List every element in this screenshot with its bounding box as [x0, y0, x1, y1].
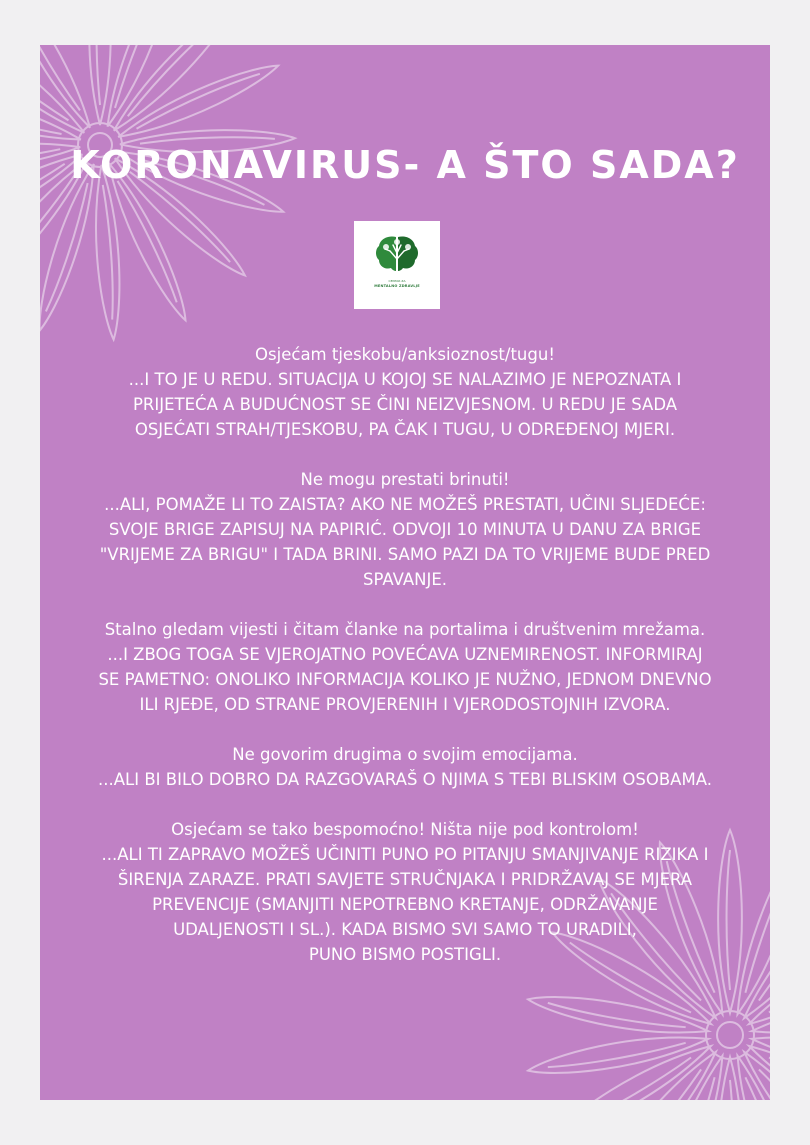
section-body-line: SPAVANJE.	[363, 570, 447, 589]
section-body-line: PRIJETEĆA A BUDUĆNOST SE ČINI NEIZVJESNOM. U REDU JE SADA	[132, 395, 678, 414]
advice-section	[40, 817, 770, 967]
section-body-line: ŠIRENJA ZARAZE. PRATI SAVJETE STRUČNJAKA I PRIDRŽAVAJ SE MJERA	[117, 870, 693, 889]
page-title: KORONAVIRUS- A ŠTO SADA?	[70, 143, 740, 187]
section-body-line: ...ALI BI BILO DOBRO DA RAZGOVARAŠ O NJIMA S TEBI BLISKIM OSOBAMA.	[98, 770, 712, 789]
advice-section	[40, 342, 770, 442]
section-heading: Ne govorim drugima o svojim emocijama.	[232, 745, 578, 764]
brain-tree-icon	[374, 233, 420, 277]
flower-decoration-icon	[40, 45, 310, 355]
section-body-line: ...ALI, POMAŽE LI TO ZAISTA? AKO NE MOŽEŠ PRESTATI, UČINI SLJEDEĆE:	[104, 495, 706, 514]
advice-section	[40, 617, 770, 717]
section-body-line: ILI RJEĐE, OD STRANE PROVJERENIH I VJERODOSTOJNIH IZVORA.	[139, 695, 671, 714]
poster	[40, 45, 770, 1100]
advice-section	[40, 742, 770, 792]
section-heading: Osjećam se tako bespomoćno! Ništa nije pod kontrolom!	[171, 820, 639, 839]
section-heading: Ne mogu prestati brinuti!	[300, 470, 510, 489]
section-body-line: ...I TO JE U REDU. SITUACIJA U KOJOJ SE NALAZIMO JE NEPOZNATA I	[128, 370, 682, 389]
section-body-line: ...I ZBOG TOGA SE VJEROJATNO POVEĆAVA UZNEMIRENOST. INFORMIRAJ	[107, 645, 703, 664]
section-heading: Osjećam tjeskobu/anksioznost/tugu!	[255, 345, 555, 364]
section-body-line: SE PAMETNO: ONOLIKO INFORMACIJA KOLIKO JE NUŽNO, JEDNOM DNEVNO	[98, 670, 712, 689]
section-heading: Stalno gledam vijesti i čitam članke na portalima i društvenim mrežama.	[104, 620, 706, 639]
section-body-line: OSJEĆATI STRAH/TJESKOBU, PA ČAK I TUGU, U ODREĐENOJ MJERI.	[134, 420, 676, 439]
section-body-line: ...ALI TI ZAPRAVO MOŽEŠ UČINITI PUNO PO PITANJU SMANJIVANJE RIZIKA I	[101, 845, 709, 864]
logo	[354, 221, 440, 309]
content	[40, 342, 770, 992]
logo-text: MENTALNO ZDRAVLJE	[374, 284, 420, 288]
section-body-line: "VRIJEME ZA BRIGU" I TADA BRINI. SAMO PAZI DA TO VRIJEME BUDE PRED	[99, 545, 711, 564]
section-body-line: UDALJENOSTI I SL.). KADA BISMO SVI SAMO TO URADILI,	[173, 920, 637, 939]
section-body-line: PREVENCIJE (SMANJITI NEPOTREBNO KRETANJE, ODRŽAVANJE	[152, 895, 658, 914]
section-body-line: SVOJE BRIGE ZAPISUJ NA PAPIRIĆ. ODVOJI 10 MINUTA U DANU ZA BRIGE	[108, 520, 702, 539]
section-body-line: PUNO BISMO POSTIGLI.	[308, 945, 502, 964]
logo-text-top: CENTAR ZA	[388, 279, 406, 283]
advice-section	[40, 467, 770, 592]
